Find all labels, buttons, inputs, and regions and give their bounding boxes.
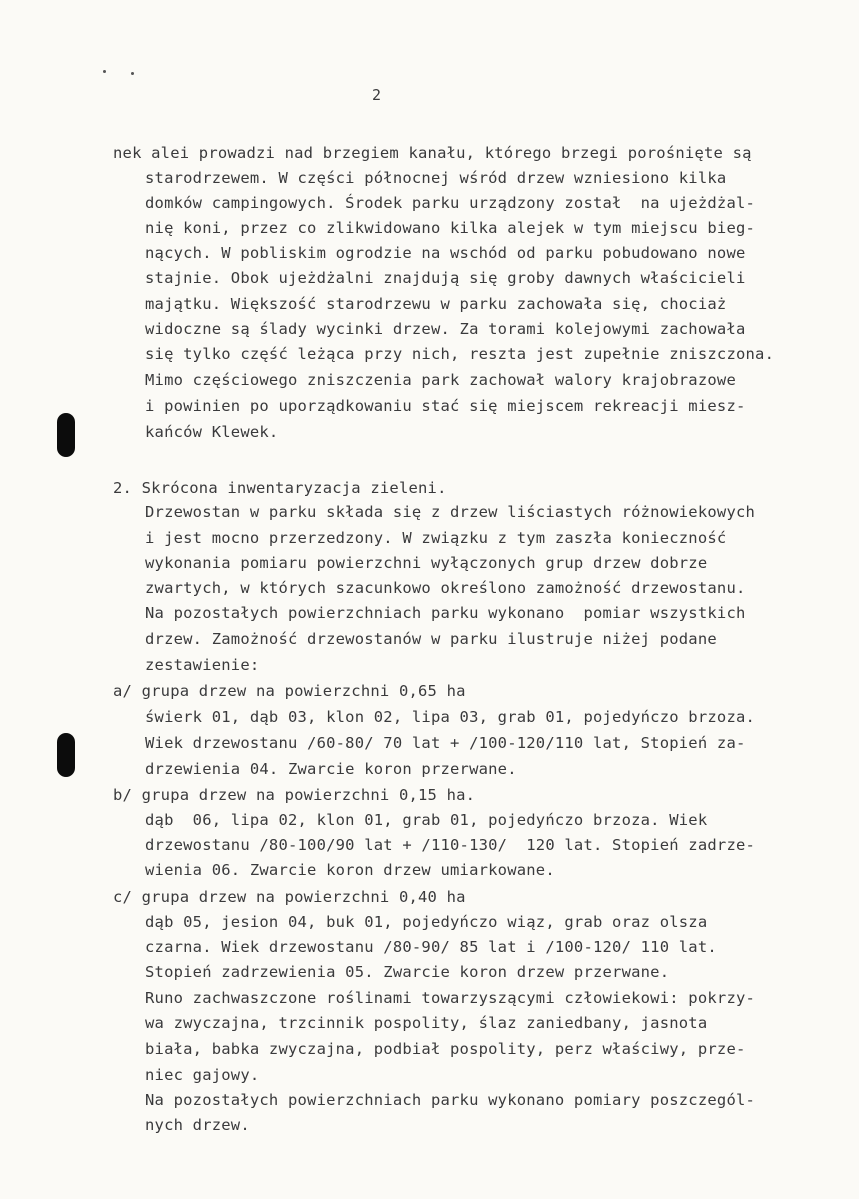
text-line: nących. W pobliskim ogrodzie na wschód od parku pobudowano nowe <box>145 244 746 262</box>
page-number: 2 <box>372 86 382 104</box>
text-line: nych drzew. <box>145 1116 250 1134</box>
punch-hole <box>57 413 75 457</box>
text-line: dąb 05, jesion 04, buk 01, pojedyńczo wiąz, grab oraz olsza <box>145 913 708 931</box>
punch-hole <box>57 733 75 777</box>
text-line: widoczne są ślady wycinki drzew. Za torami kolejowymi zachowała <box>145 320 746 338</box>
text-line: Drzewostan w parku składa się z drzew liściastych różnowiekowych <box>145 503 756 521</box>
text-line: domków campingowych. Środek parku urządzony został na ujeżdżal- <box>145 194 756 212</box>
section-heading: 2. Skrócona inwentaryzacja zieleni. <box>113 479 447 497</box>
list-item-a: a/ grupa drzew na powierzchni 0,65 ha <box>113 682 466 700</box>
text-line: biała, babka zwyczajna, podbiał pospolity, perz właściwy, prze- <box>145 1040 746 1058</box>
text-line: i powinien po uporządkowaniu stać się miejscem rekreacji miesz- <box>145 397 746 415</box>
text-line: niec gajowy. <box>145 1066 260 1084</box>
text-line: zwartych, w których szacunkowo określono zamożność drzewostanu. <box>145 579 746 597</box>
text-line: świerk 01, dąb 03, klon 02, lipa 03, grab 01, pojedyńczo brzoza. <box>145 708 756 726</box>
list-item-c: c/ grupa drzew na powierzchni 0,40 ha <box>113 888 466 906</box>
text-line: Wiek drzewostanu /60-80/ 70 lat + /100-120/110 lat, Stopień za- <box>145 734 746 752</box>
text-line: Mimo częściowego zniszczenia park zachował walory krajobrazowe <box>145 371 736 389</box>
text-line: czarna. Wiek drzewostanu /80-90/ 85 lat i /100-120/ 110 lat. <box>145 938 717 956</box>
text-line: wienia 06. Zwarcie koron drzew umiarkowane. <box>145 861 555 879</box>
text-line: majątku. Większość starodrzewu w parku zachowała się, chociaż <box>145 295 727 313</box>
text-line: drzewienia 04. Zwarcie koron przerwane. <box>145 760 517 778</box>
text-line: starodrzewem. W części północnej wśród drzew wzniesiono kilka <box>145 169 727 187</box>
text-line: zestawienie: <box>145 656 260 674</box>
text-line: Na pozostałych powierzchniach parku wykonano pomiar wszystkich <box>145 604 746 622</box>
list-item-b: b/ grupa drzew na powierzchni 0,15 ha. <box>113 786 476 804</box>
text-line: wykonania pomiaru powierzchni wyłączonych grup drzew dobrze <box>145 554 708 572</box>
text-line: stajnie. Obok ujeżdżalni znajdują się groby dawnych właścicieli <box>145 269 746 287</box>
text-line: kańców Klewek. <box>145 423 279 441</box>
text-line: Stopień zadrzewienia 05. Zwarcie koron drzew przerwane. <box>145 963 670 981</box>
text-line: drzewostanu /80-100/90 lat + /110-130/ 120 lat. Stopień zadrze- <box>145 836 756 854</box>
paper-speck <box>103 70 106 73</box>
text-line: nek alei prowadzi nad brzegiem kanału, którego brzegi porośnięte są <box>113 144 752 162</box>
text-line: dąb 06, lipa 02, klon 01, grab 01, pojedyńczo brzoza. Wiek <box>145 811 708 829</box>
text-line: się tylko część leżąca przy nich, reszta jest zupełnie zniszczona. <box>145 345 775 363</box>
text-line: i jest mocno przerzedzony. W związku z tym zaszła konieczność <box>145 529 727 547</box>
text-line: Runo zachwaszczone roślinami towarzyszącymi człowiekowi: pokrzy- <box>145 989 756 1007</box>
text-line: drzew. Zamożność drzewostanów w parku ilustruje niżej podane <box>145 630 717 648</box>
text-line: wa zwyczajna, trzcinnik pospolity, ślaz zaniedbany, jasnota <box>145 1014 708 1032</box>
text-line: nię koni, przez co zlikwidowano kilka alejek w tym miejscu bieg- <box>145 219 756 237</box>
text-line: Na pozostałych powierzchniach parku wykonano pomiary poszczegól- <box>145 1091 756 1109</box>
paper-speck <box>131 72 134 75</box>
